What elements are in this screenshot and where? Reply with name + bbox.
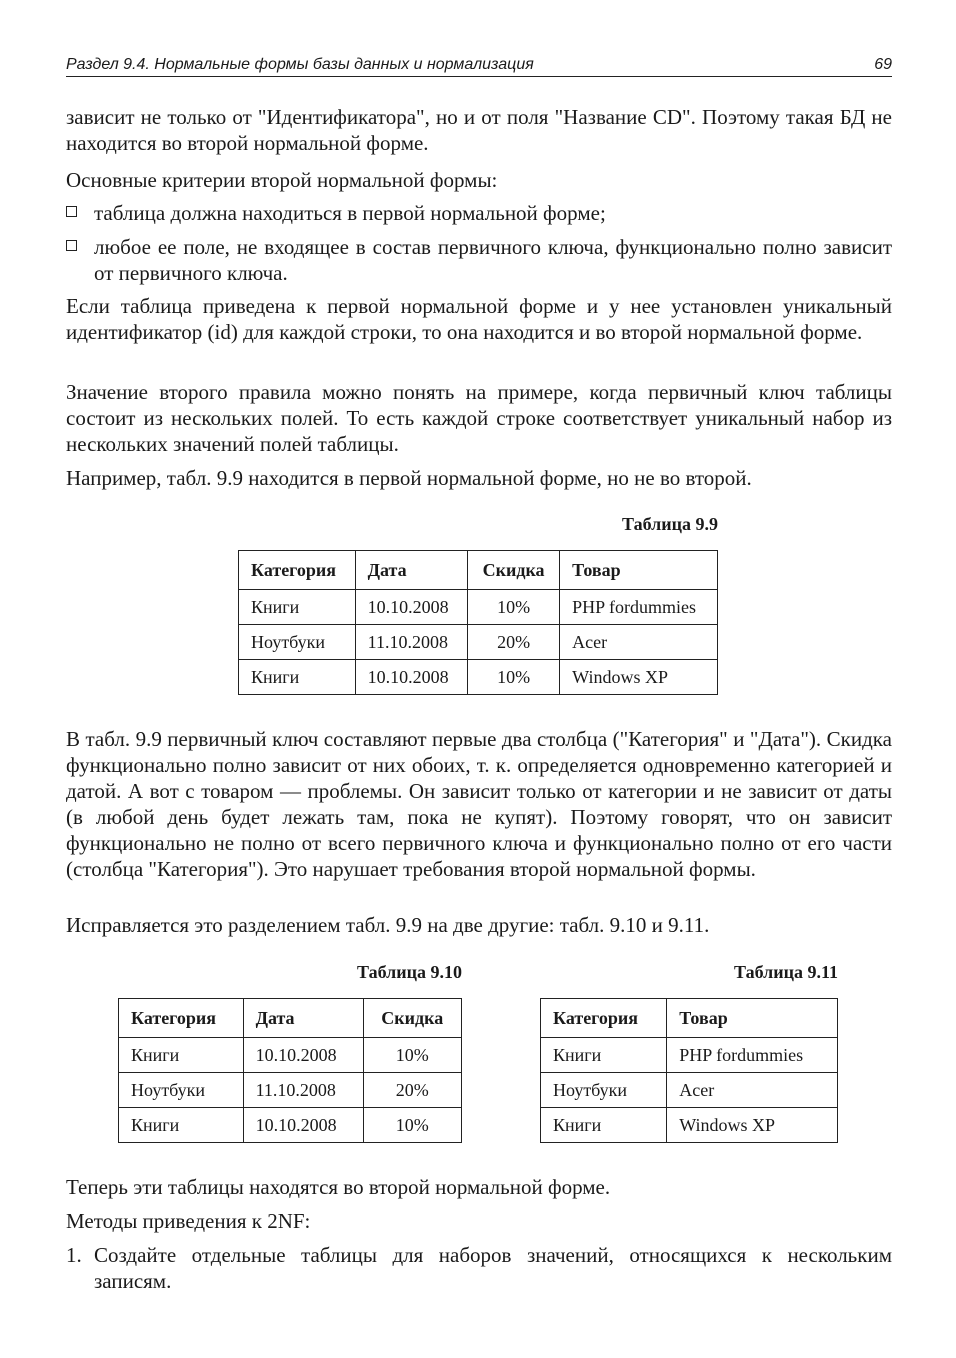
bullet-text: любое ее поле, не входящее в состав первичного ключа, функционально полно зависит от первичного ключа. [94,235,892,285]
table-cell: 10.10.2008 [243,1108,363,1143]
section-title: Раздел 9.4. Нормальные формы базы данных и нормализация [66,56,534,73]
table-cell: 10% [363,1108,461,1143]
table-header-row [541,999,838,1038]
column-header: Категория [119,999,244,1038]
paragraph-4: Значение второго правила можно понять на примере, когда первичный ключ таблицы состоит из нескольких полей. То есть каждой строке соответствует уникальный набор из нескольких значений полей таблицы. [66,380,892,456]
table-cell: 10.10.2008 [355,660,467,695]
column-header: Категория [239,551,356,590]
table-cell: Acer [667,1073,838,1108]
table-header-row [239,551,718,590]
bullet-text: таблица должна находиться в первой нормальной форме; [94,201,606,225]
table-header-row [119,999,462,1038]
table-cell: Windows XP [667,1108,838,1143]
table-cell: 10% [468,590,560,625]
table-row [239,590,718,625]
checkbox-bullet-icon [66,206,77,217]
table-cell: Книги [119,1038,244,1073]
table-row [239,625,718,660]
bullet-item-1 [66,200,892,226]
table-cell: PHP fordummies [667,1038,838,1073]
column-header: Дата [243,999,363,1038]
table-cell: 11.10.2008 [243,1073,363,1108]
table-cell: Ноутбуки [541,1073,667,1108]
list-number: 1. [66,1243,82,1267]
page-number: 69 [874,56,892,73]
table-9-11-caption: Таблица 9.11 [734,962,838,982]
table-9-10 [118,998,462,1143]
table-row [541,1108,838,1143]
column-header: Товар [560,551,718,590]
table-cell: Книги [119,1108,244,1143]
table-row [119,1108,462,1143]
paragraph-1: зависит не только от "Идентификатора", но и от поля "Название CD". Поэтому такая БД не находится во второй нормальной форме. [66,105,892,155]
table-cell: Книги [541,1038,667,1073]
paragraph-2: Основные критерии второй нормальной формы: [66,168,498,192]
table-9-10-caption: Таблица 9.10 [357,962,462,982]
table-9-11 [540,998,838,1143]
paragraph-6: В табл. 9.9 первичный ключ составляют первые два столбца ("Категория" и "Дата"). Скидка функционально полно зависит от них обоих, т. к. определяется одновременно категорией и датой. А вот с товаром — проблемы. Он зависит только от категории и не зависит от даты (в любой день будет лежать там, пока не купят). Поэтому говорят, что он зависит функционально не полно от всего первичного ключа и функционально полно от его части (столбца "Категория"). Это нарушает требования второй нормальной формы. [66,727,892,881]
table-cell: Ноутбуки [119,1073,244,1108]
table-row [239,660,718,695]
table-cell: 10% [363,1038,461,1073]
table-cell: Книги [541,1108,667,1143]
checkbox-bullet-icon [66,240,77,251]
table-9-9 [238,550,718,695]
table-cell: 20% [363,1073,461,1108]
paragraph-8: Теперь эти таблицы находятся во второй нормальной форме. [66,1175,611,1199]
paragraph-3: Если таблица приведена к первой нормальной форме и у нее установлен уникальный идентификатор (id) для каждой строки, то она находится и во второй нормальной форме. [66,294,892,344]
numbered-text: Создайте отдельные таблицы для наборов значений, относящихся к нескольким записям. [94,1243,892,1293]
paragraph-9: Методы приведения к 2NF: [66,1209,311,1233]
bullet-item-2 [66,234,892,286]
table-cell: Windows XP [560,660,718,695]
column-header: Товар [667,999,838,1038]
table-cell: 11.10.2008 [355,625,467,660]
table-cell: Acer [560,625,718,660]
column-header: Скидка [363,999,461,1038]
table-cell: 20% [468,625,560,660]
paragraph-7: Исправляется это разделением табл. 9.9 на две другие: табл. 9.10 и 9.11. [66,913,710,937]
numbered-item-1 [66,1242,892,1294]
paragraph-5: Например, табл. 9.9 находится в первой нормальной форме, но не во второй. [66,466,752,490]
page-header [66,56,892,77]
table-cell: 10.10.2008 [243,1038,363,1073]
table-cell: PHP fordummies [560,590,718,625]
table-row [119,1038,462,1073]
table-row [541,1038,838,1073]
column-header: Категория [541,999,667,1038]
table-cell: Ноутбуки [239,625,356,660]
table-cell: Книги [239,590,356,625]
table-cell: 10.10.2008 [355,590,467,625]
table-cell: Книги [239,660,356,695]
column-header: Скидка [468,551,560,590]
column-header: Дата [355,551,467,590]
table-row [541,1073,838,1108]
table-9-9-caption: Таблица 9.9 [622,514,718,534]
table-row [119,1073,462,1108]
table-cell: 10% [468,660,560,695]
